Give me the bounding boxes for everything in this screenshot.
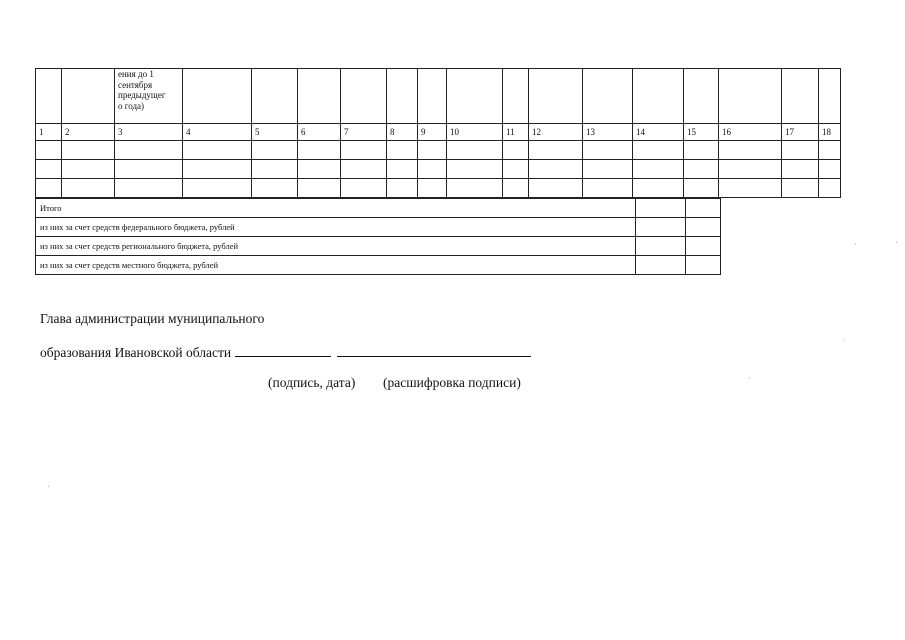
column-number: 8 — [387, 124, 418, 141]
report-table — [35, 68, 841, 198]
totals-cell — [686, 237, 721, 256]
totals-row — [36, 199, 721, 218]
scan-speck: · — [842, 336, 845, 345]
column-number: 5 — [252, 124, 298, 141]
totals-cell — [636, 256, 686, 275]
column-number: 17 — [782, 124, 819, 141]
table-cell — [719, 69, 782, 124]
table-cell — [503, 69, 529, 124]
totals-cell — [686, 199, 721, 218]
table-cell — [183, 69, 252, 124]
column-number: 6 — [298, 124, 341, 141]
column-number: 12 — [529, 124, 583, 141]
signature-decode-caption: (расшифровка подписи) — [383, 375, 521, 390]
totals-table — [35, 198, 721, 275]
table-cell — [529, 69, 583, 124]
signature-title-line2 — [40, 343, 531, 361]
table-cell — [633, 69, 684, 124]
column-number: 3 — [115, 124, 183, 141]
totals-row-label: Итого — [36, 199, 636, 218]
totals-row — [36, 218, 721, 237]
signature-org-text: образования Ивановской области — [40, 345, 232, 360]
column-number: 18 — [819, 124, 841, 141]
table-row — [36, 160, 841, 179]
scan-speck: · — [748, 374, 751, 383]
column-number: 10 — [447, 124, 503, 141]
totals-cell — [636, 218, 686, 237]
signature-title-line1: Глава администрации муниципального — [40, 311, 265, 326]
table-cell — [36, 69, 62, 124]
column-number: 7 — [341, 124, 387, 141]
totals-row-label: из них за счет средств регионального бюджета, рублей — [36, 237, 636, 256]
table-row — [36, 141, 841, 160]
totals-row — [36, 237, 721, 256]
totals-cell — [686, 218, 721, 237]
table-row — [36, 179, 841, 198]
column-3-header-fragment: ения до 1 сентября предыдущег о года) — [115, 69, 183, 124]
table-cell — [819, 69, 841, 124]
table-cell — [387, 69, 418, 124]
signature-decode-line — [337, 343, 531, 357]
column-number: 1 — [36, 124, 62, 141]
signature-caption: (подпись, дата) — [268, 375, 356, 390]
table-cell — [252, 69, 298, 124]
column-number: 2 — [62, 124, 115, 141]
table-header-row — [36, 69, 841, 124]
table-cell — [782, 69, 819, 124]
table-cell — [447, 69, 503, 124]
table-cell — [298, 69, 341, 124]
column-number: 4 — [183, 124, 252, 141]
table-cell — [341, 69, 387, 124]
table-cell — [418, 69, 447, 124]
column-number: 14 — [633, 124, 684, 141]
column-numbers-row — [36, 124, 841, 141]
totals-cell — [636, 199, 686, 218]
totals-row-label: из них за счет средств федерального бюджета, рублей — [36, 218, 636, 237]
totals-row — [36, 256, 721, 275]
table-cell — [684, 69, 719, 124]
signature-line — [235, 343, 331, 357]
column-number: 11 — [503, 124, 529, 141]
column-number: 9 — [418, 124, 447, 141]
totals-row-label: из них за счет средств местного бюджета, рублей — [36, 256, 636, 275]
column-number: 16 — [719, 124, 782, 141]
table-cell — [583, 69, 633, 124]
column-number: 13 — [583, 124, 633, 141]
column-number: 15 — [684, 124, 719, 141]
totals-cell — [686, 256, 721, 275]
scan-speck: ' — [896, 240, 898, 249]
scan-speck: ' — [48, 484, 50, 493]
table-cell — [62, 69, 115, 124]
totals-cell — [636, 237, 686, 256]
scan-speck: · — [854, 240, 857, 249]
